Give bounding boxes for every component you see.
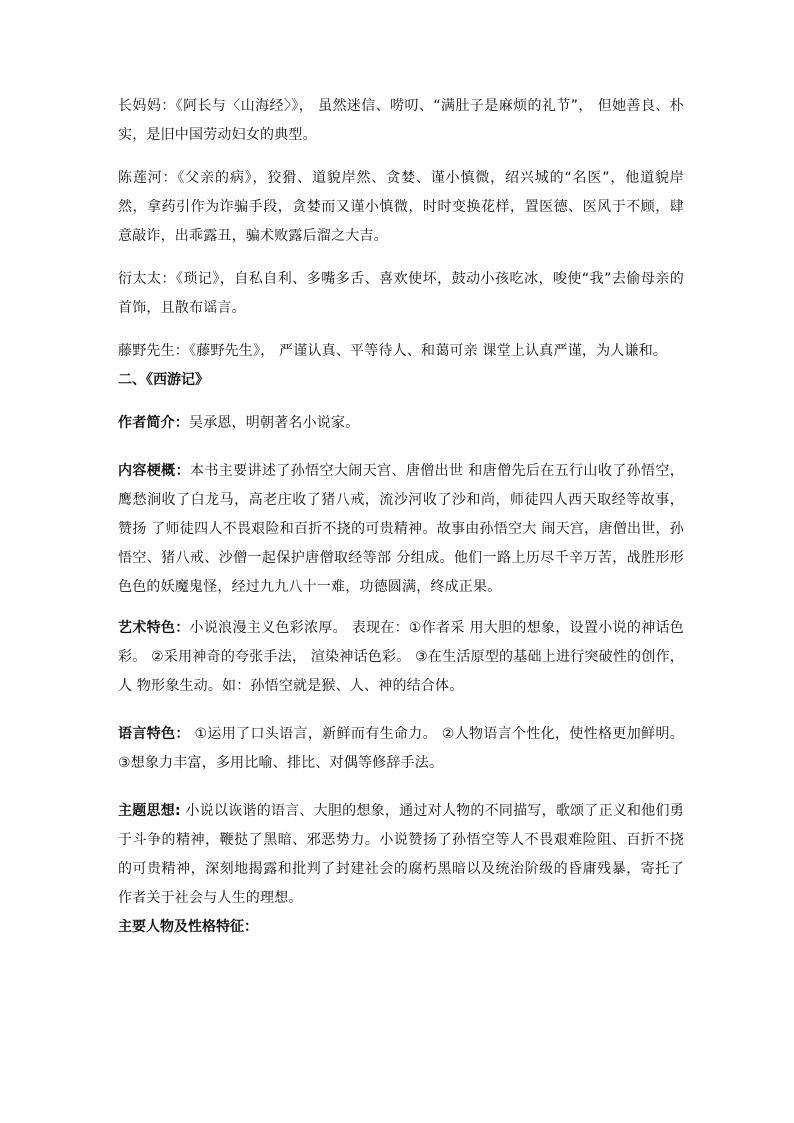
section-text: 小说浪漫主义色彩浓厚。 表现在：①作者采 用大胆的想象，设置小说的神话色彩。 ②采用神奇的夸张手法， 渲染神话色彩。 ③在生活原型的基础上进行突破性的创作，人 物形象生动。如：孙悟空就是猴、人、神的结合体。 <box>118 620 684 694</box>
plot-summary-paragraph <box>118 457 684 602</box>
section-text: 小说以诙谐的语言、大胆的想象，通过对人物的不同描写，歌颂了正义和他们勇于斗争的精神，鞭挞了黑暗、邪恶势力。小说赞扬了孙悟空等人不畏艰难险阻、百折不挠的可贵精神，深刻地揭露和批判了封建社会的腐朽黑暗以及统治阶级的昏庸残暴，寄托了作者关于社会与人生的理想。 <box>118 803 684 906</box>
character-paragraph-chenlianhe <box>118 164 684 251</box>
character-paragraph-changmama <box>118 92 684 150</box>
language-features-paragraph <box>118 720 684 778</box>
character-description: 《藤野先生》， 严谨认真、平等待人、和蔼可亲 课堂上认真严谨，为人谦和。 <box>189 343 668 359</box>
character-name: 陈莲河： <box>118 170 178 186</box>
character-name: 长妈妈： <box>118 98 176 114</box>
section-label: 艺术特色： <box>118 620 190 636</box>
author-intro-paragraph <box>118 409 684 438</box>
section-heading-xiyouji: 二、《西游记》 <box>118 372 209 388</box>
character-name: 藤野先生： <box>118 343 189 359</box>
art-features-paragraph <box>118 614 684 701</box>
main-characters-heading: 主要人物及性格特征： <box>118 919 258 935</box>
section-text: 本书主要讲述了孙悟空大闹天宫、唐僧出世 和唐僧先后在五行山收了孙悟空，鹰愁涧收了白龙马，高老庄收了猪八戒，流沙河收了沙和尚，师徒四人西天取经等故事，赞扬 了师徒四人不畏艰险和百折不挠的可贵精神。故事由孙悟空大 闹天宫，唐僧出世，孙悟空、猪八戒、沙僧一起保护唐僧取经等部 分组成。他们一路上历尽千辛万苦，战胜形形色色的妖魔鬼怪，经过九九八十一难，功德圆满，终成正果。 <box>118 463 684 595</box>
section-label: 作者简介： <box>118 415 189 431</box>
character-name: 衍太太： <box>118 271 176 287</box>
section-text: 吴承恩，明朝著名小说家。 <box>189 415 360 431</box>
character-description: 《阿长与〈山海经〉》， 虽然迷信、唠叨、“满肚子是麻烦的礼节”， 但她善良、朴实，是旧中国劳动妇女的典型。 <box>118 98 684 143</box>
section-label: 主题思想: <box>118 803 181 819</box>
character-paragraph-yantaitai <box>118 265 684 323</box>
section-text: ①运用了口头语言，新鲜而有生命力。 ②人物语言个性化，使性格更加鲜明。 ③想象力丰富，多用比喻、排比、对偶等修辞手法。 <box>118 726 685 771</box>
character-description: 《父亲的病》，狡猾、道貌岸然、贪婪、谨小慎微，绍兴城的“名医”，他道貌岸然，拿药引作为诈骗手段，贪婪而又谨小慎微，时时变换花样，置医德、医风于不顾，肆意敲诈，出乖露丑，骗术败露后溜之大吉。 <box>118 170 684 244</box>
character-description: 《琐记》，自私自利、多嘴多舌、喜欢使坏，鼓动小孩吃冰，唆使“我”去偷母亲的首饰，且散布谣言。 <box>118 271 684 316</box>
section-label: 内容梗概： <box>118 463 190 479</box>
theme-paragraph <box>118 797 684 913</box>
character-paragraph-tengye <box>118 337 684 366</box>
section-label: 语言特色： <box>118 726 190 742</box>
